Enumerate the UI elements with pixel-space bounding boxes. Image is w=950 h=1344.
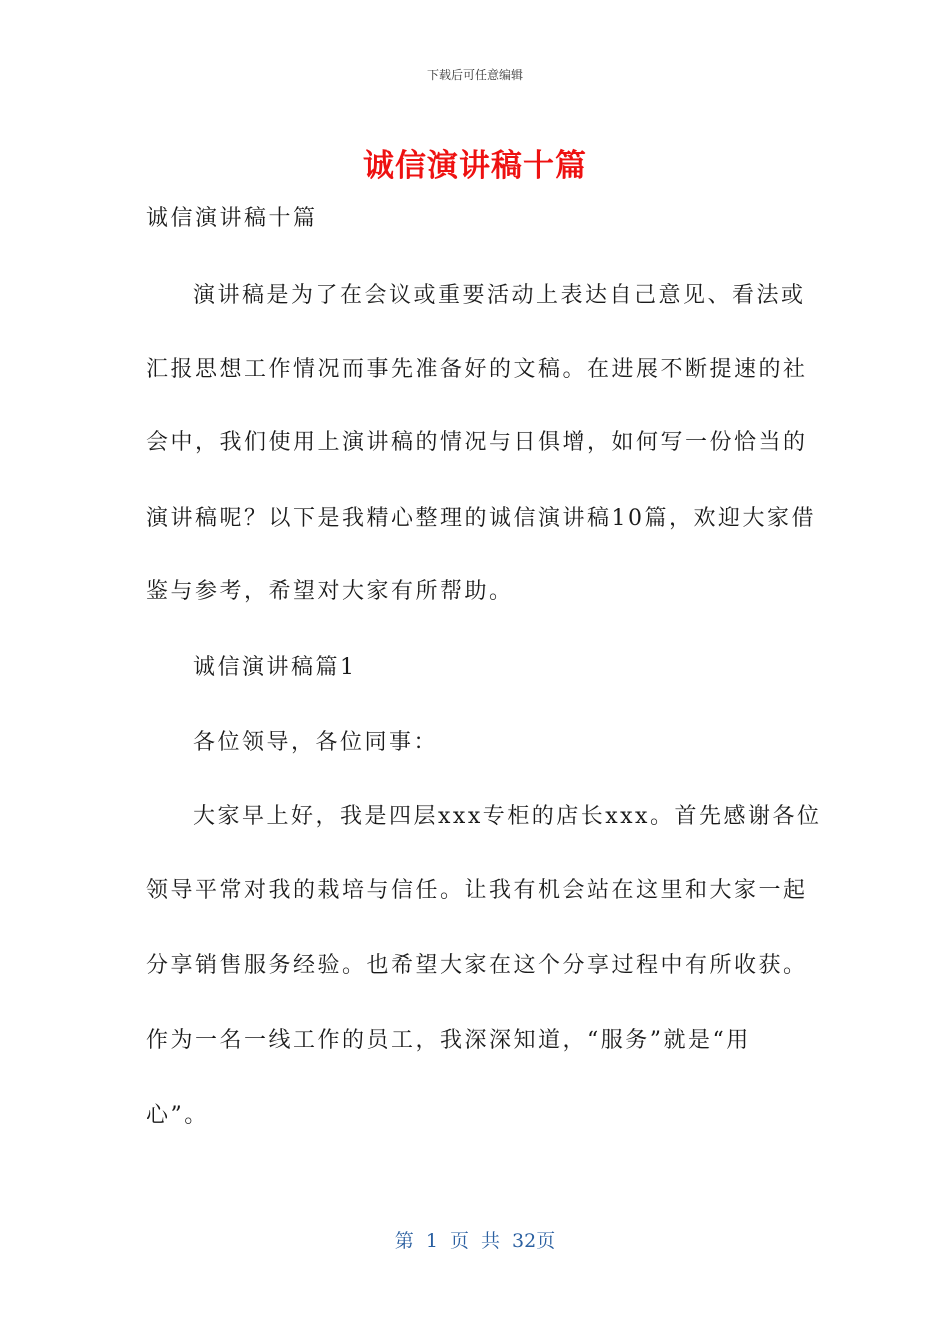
paragraph-line: 领导平常对我的栽培与信任。让我有机会站在这里和大家一起 [146, 878, 808, 903]
paragraph-line: 会中，我们使用上演讲稿的情况与日俱增，如何写一份恰当的 [146, 430, 808, 455]
paragraph-line: 大家早上好，我是四层xxx专柜的店长xxx。首先感谢各位 [193, 804, 822, 829]
paragraph-line: 汇报思想工作情况而事先准备好的文稿。在进展不断提速的社 [146, 357, 808, 382]
paragraph-line: 演讲稿是为了在会议或重要活动上表达自己意见、看法或 [193, 283, 806, 308]
section-heading: 诚信演讲稿篇1 [193, 655, 357, 680]
page-header: 下载后可任意编辑 [426, 68, 523, 82]
document-title: 诚信演讲稿十篇 [363, 148, 587, 184]
salutation-line: 各位领导，各位同事： [193, 730, 439, 755]
subtitle-line: 诚信演讲稿十篇 [146, 206, 318, 231]
paragraph-line: 分享销售服务经验。也希望大家在这个分享过程中有所收获。 [146, 953, 808, 978]
paragraph-line: 演讲稿呢？以下是我精心整理的诚信演讲稿10篇，欢迎大家借 [146, 506, 816, 531]
paragraph-line: 鉴与参考，希望对大家有所帮助。 [146, 579, 514, 604]
page-number-footer: 第 1 页 共 32页 [394, 1230, 556, 1252]
paragraph-line: 作为一名一线工作的员工，我深深知道，“服务”就是“用 [146, 1028, 751, 1053]
paragraph-line: 心”。 [146, 1103, 209, 1128]
